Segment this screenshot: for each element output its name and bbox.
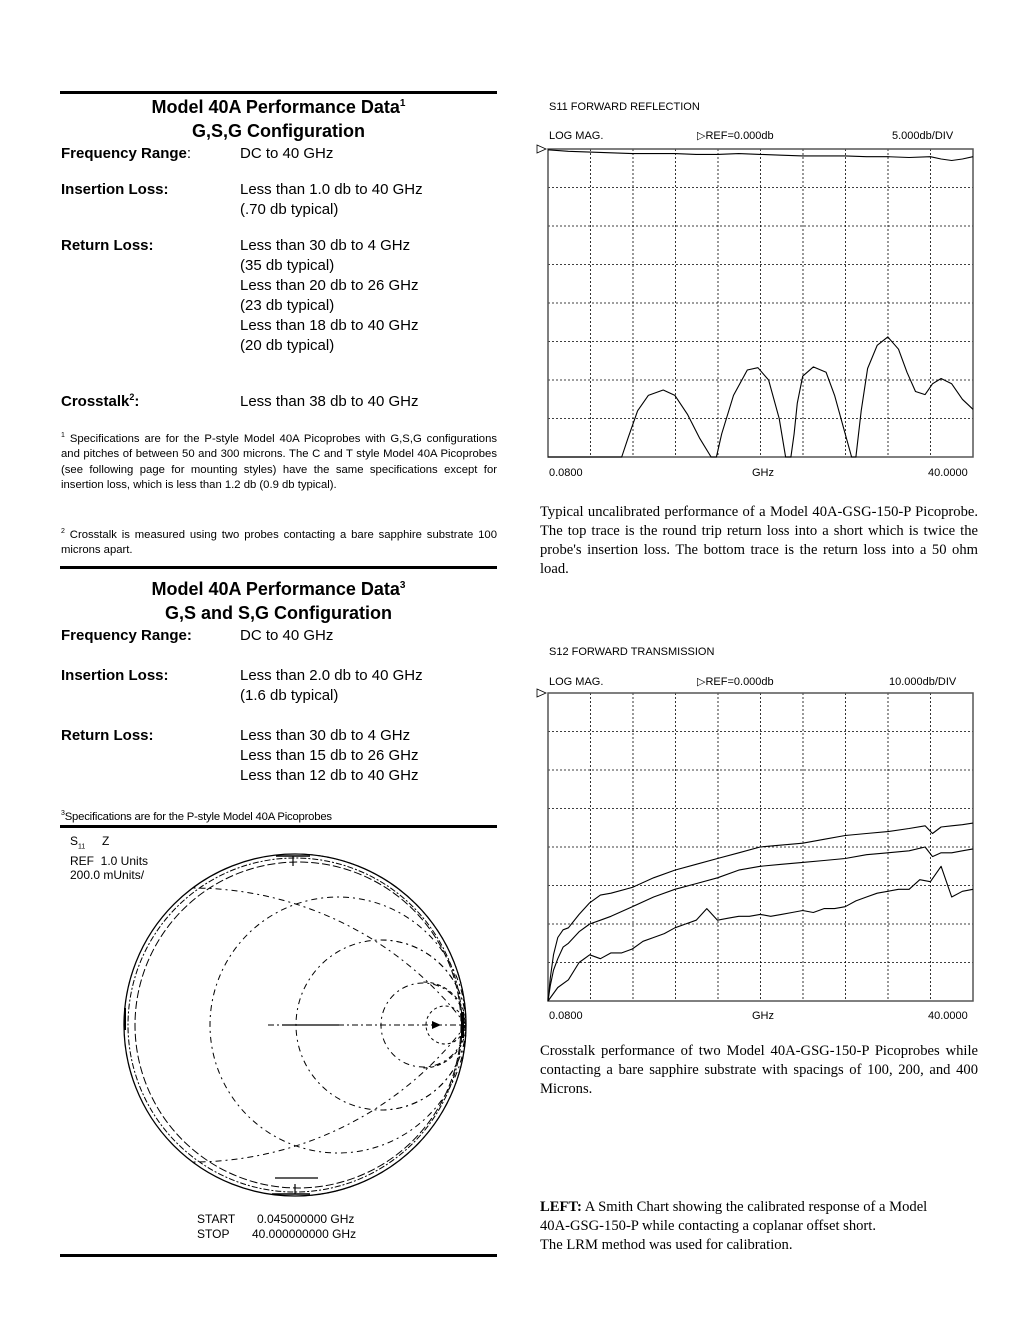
smith-top-rule [60, 825, 497, 828]
spec-insertion-loss-label: Insertion Loss: [61, 181, 169, 198]
s12-format-label: LOG MAG. [549, 676, 604, 688]
spec-return-loss-value: Less than 30 db to 4 GHz (35 db typical) Less than 20 db to 26 GHz (23 db typical) Less than 18 db to 40 GHz (20 db typical) [240, 237, 419, 354]
s11-chart-title: S11 FORWARD REFLECTION [549, 101, 700, 113]
spec2-return-loss-value: Less than 30 db to 4 GHz Less than 15 db to 26 GHz Less than 12 db to 40 GHz [240, 727, 419, 784]
ref-triangle-icon: ▷ [697, 676, 706, 688]
smith-reactance-arc-pos-0.5 [193, 888, 466, 1025]
spec-crosstalk-value: Less than 38 db to 40 GHz [240, 393, 419, 410]
s11-x-axis-label: GHz [752, 467, 774, 479]
s12-scale-label: 10.000db/DIV [889, 676, 957, 688]
spec2-insertion-loss-value: Less than 2.0 db to 40 GHz (1.6 db typical) [240, 667, 423, 704]
s11-ref-marker-icon [537, 145, 546, 153]
s11-x-end-label: 40.0000 [928, 467, 968, 479]
section1-top-rule [60, 91, 497, 94]
smith-chart-header: $S_{11}$ Z REF 1.0 Units 200.0 mUnits/ [70, 834, 149, 883]
s12-caption: Crosstalk performance of two Model 40A-GSG-150-P Picoprobes while contacting a bare sapphire substrate with spacings of 100, 200, and 400 Microns. [540, 1043, 978, 1097]
s11-chart [536, 140, 982, 470]
s11-x-start-label: 0.0800 [549, 467, 583, 479]
s12-ref-marker-icon [537, 689, 546, 697]
spec-frequency-range-label: Frequency Range: [61, 145, 192, 162]
s12-x-start-label: 0.0800 [549, 1010, 583, 1022]
s11-format-label: LOG MAG. [549, 130, 604, 142]
spec2-frequency-range-value: DC to 40 GHz [240, 627, 334, 644]
smith-start-stop: START 0.045000000 GHz STOP 40.000000000 GHz [197, 1212, 357, 1241]
section1-title [60, 95, 497, 143]
smith-caption-lead: LEFT: [540, 1199, 582, 1215]
spec-crosstalk-label: Crosstalk$^2$: [61, 392, 140, 410]
smith-reactance-arc-neg-0.5 [193, 1025, 466, 1162]
s12-chart [536, 684, 982, 1014]
footnote-3: $^3$Specifications are for the P-style Model 40A Picoprobes [61, 810, 332, 823]
s12-x-axis-label: GHz [752, 1010, 774, 1022]
spec-frequency-range-value: DC to 40 GHz [240, 145, 334, 162]
section1-title-line2: G,S,G Configuration [192, 121, 365, 141]
section2-title-line2: G,S and S,G Configuration [165, 603, 392, 623]
smith-caption: LEFT: A Smith Chart showing the calibrated response of a Model 40A-GSG-150-P while contacting a coplanar offset short. The LRM method was used for calibration. [540, 1199, 928, 1253]
spec-insertion-loss-value: Less than 1.0 db to 40 GHz (.70 db typical) [240, 181, 423, 218]
spec2-frequency-range-label: Frequency Range: [61, 627, 192, 644]
section1-title-line1: Model 40A Performance Data [151, 97, 400, 117]
spec2-insertion-loss-label: Insertion Loss: [61, 667, 169, 684]
smith-right-marker [461, 1012, 464, 1038]
smith-chart [110, 840, 490, 1200]
section1-title-footnote-mark: 1 [399, 98, 406, 109]
s12-x-end-label: 40.0000 [928, 1010, 968, 1022]
s11-caption: Typical uncalibrated performance of a Model 40A-GSG-150-P Picoprobe. The top trace is the round trip return loss into a short which is twice the probe's insertion loss. The bottom trace is the return loss into a 50 ohm load. [540, 504, 978, 577]
spec-return-loss-label: Return Loss: [61, 237, 154, 254]
s11-scale-label: 5.000db/DIV [892, 130, 954, 142]
section2-title [60, 577, 497, 625]
section2-title-footnote-mark: 3 [399, 580, 406, 591]
bottom-rule [60, 1254, 497, 1257]
section2-title-line1: Model 40A Performance Data [151, 579, 400, 599]
s12-ref-label: ▷REF=0.000db [697, 676, 774, 688]
footnote-2: $^2$ Crosstalk is measured using two probes contacting a bare sapphire substrate 100 microns apart. [61, 528, 497, 557]
section2-top-rule [60, 566, 497, 569]
smith-reactance-arc-neg-1 [295, 1025, 466, 1196]
ref-triangle-icon: ▷ [697, 130, 706, 142]
s11-ref-label: ▷REF=0.000db [697, 130, 774, 142]
s12-chart-title: S12 FORWARD TRANSMISSION [549, 646, 715, 658]
spec2-return-loss-label: Return Loss: [61, 727, 154, 744]
smith-marker-arrow [432, 1021, 441, 1029]
footnote-1: $^1$ Specifications are for the P-style Model 40A Picoprobes with G,S,G configurations and pitches of between 50 and 300 microns. The C and T style Model 40A Picoprobes (see following page for mounting styles) have the same specifications except for insertion loss, which is less than 1.2 db (0.9 db typical). [61, 432, 497, 492]
smith-reactance-arc-pos-1 [295, 854, 466, 1025]
